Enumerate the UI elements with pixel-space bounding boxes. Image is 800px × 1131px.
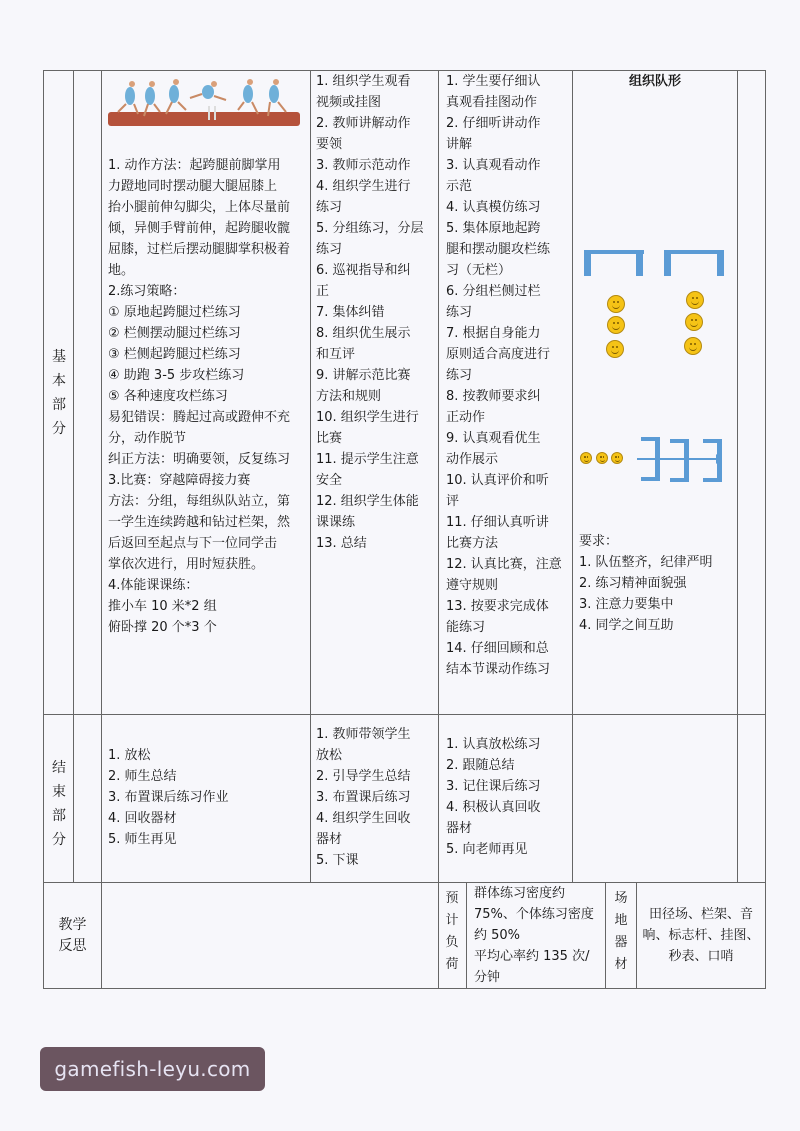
reflection-label: 教学 反思 [58,917,87,954]
basic-teacher-activities: 1. 组织学生观看 视频或挂图 2. 教师讲解动作 要领 3. 教师示范动作 4. 组织学生进行 练习 5. 分组练习，分层 练习 6. 巡视指导和纠 正 7. 集体纠错 8. 组织优生展示 和互评 9. 讲解示范比赛 方法和规则 10. 组织学生进行 比赛 11. 提示学生注意 安全 12. 组织学生体能 课课练 13. 总结 [316,74,424,551]
student-icon [684,337,702,355]
student-icon [685,313,703,331]
student-icon [580,452,592,464]
student-icon [596,452,608,464]
formation-title: 组织队形 [628,74,681,89]
relay-arrow [637,458,719,460]
venue-equipment-label: 场 地 器 材 [614,891,628,972]
student-icon [607,295,625,313]
formation-requirements: 要求： 1. 队伍整齐，纪律严明 2. 练习精神面貌强 3. 注意力要集中 4. 同学之间互助 [579,534,713,633]
ending-student-activities: 1. 认真放松练习 2. 跟随总结 3. 记住课后练习 4. 积极认真回收 器材 5. 向老师再见 [446,737,541,857]
student-icon [611,452,623,464]
section-label-ending: 结 束 部 分 [52,760,66,848]
student-icon [607,316,625,334]
hurdle-technique-image [108,78,300,130]
section-label-basic: 基 本 部 分 [52,349,66,437]
basic-content-text: 1. 动作方法：起跨腿前脚掌用 力蹬地同时摆动腿大腿屈膝上 抬小腿前伸勾脚尖，上体尽量前 倾，异侧手臂前伸，起跨腿收髋 屈膝，过栏后摆动腿脚掌积极着 地。 2.练习策略： ① 原地起跨腿过栏练习 ② 栏侧摆动腿过栏练习 ③ 栏侧起跨腿过栏练习 ④ 助跑 3-5 步攻栏练习 ⑤ 各种速度攻栏练习 易犯错误：腾起过高或蹬伸不充 分，动作脱节 纠正方法：明确要领，反复练习 3.比赛：穿越障碍接力赛 方法：分组，每组纵队站立，第 一学生连续跨越和钻过栏架，然 后返回至起点与下一位同学击 掌依次进行，用时短获胜。 4.体能课课练： 推小车 10 米*2 组 俯卧撑 20 个*3 个 [108,158,291,635]
reflection-content [102,883,438,988]
ending-content-text: 1. 放松 2. 师生总结 3. 布置课后练习作业 4. 回收器材 5. 师生再见 [108,748,229,847]
expected-load-label: 预 计 负 荷 [445,891,459,972]
basic-student-activities: 1. 学生要仔细认 真观看挂图动作 2. 仔细听讲动作 讲解 3. 认真观看动作 示范 4. 认真模仿练习 5. 集体原地起跨 腿和摆动腿攻栏练 习（无栏） 6. 分组栏侧过栏 练习 7. 根据自身能力 原则适合高度进行 练习 8. 按教师要求纠 正动作 9. 认真观看优生 动作展示 10. 认真评价和听 评 11. 仔细认真听讲 比赛方法 12. 认真比赛，注意 遵守规则 13. 按要求完成体 能练习 14. 仔细回顾和总 结本节课动作练习 [446,74,562,677]
ending-teacher-activities: 1. 教师带领学生 放松 2. 引导学生总结 3. 布置课后练习 4. 组织学生回收 器材 5. 下课 [316,727,411,868]
watermark-badge: gamefish-leyu.com [40,1047,265,1091]
expected-load-text: 群体练习密度约 75%、个体练习密度 约 50% 平均心率约 135 次/ 分钟 [474,886,594,985]
venue-equipment-text: 田径场、栏架、音 响、标志杆、挂图、 秒表、口哨 [642,907,760,964]
student-icon [686,291,704,309]
student-icon [606,340,624,358]
